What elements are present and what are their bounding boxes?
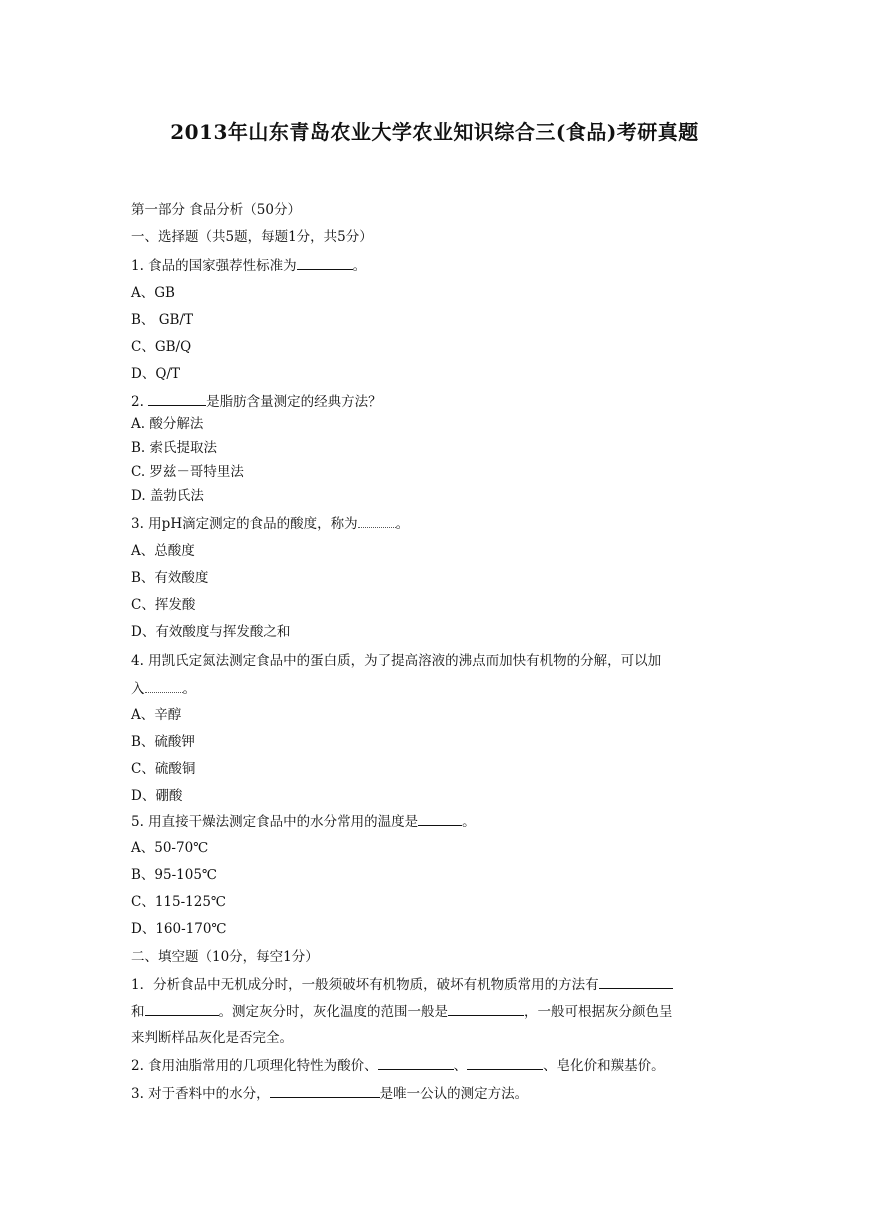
section-heading-fill: 二、填空题（10分，每空1分）	[131, 949, 319, 965]
question-2	[131, 392, 382, 411]
option: C、115-125℃	[131, 894, 227, 910]
fill-text: 。测定灰分时，灰化温度的范围一般是	[218, 1004, 448, 1020]
question-1	[131, 256, 366, 275]
part-heading: 第一部分 食品分析（50分）	[131, 202, 301, 218]
option: A、总酸度	[131, 543, 195, 559]
question-number: 2.	[131, 394, 149, 410]
question-text: 1. 食品的国家强荐性标准为	[131, 258, 297, 274]
fill-1-cont2: 来判断样品灰化是否完全。	[131, 1030, 293, 1046]
answer-blank	[145, 1002, 219, 1016]
option: C. 罗兹－哥特里法	[131, 464, 244, 480]
option: C、挥发酸	[131, 597, 196, 613]
fill-text: 是唯一公认的测定方法。	[379, 1086, 529, 1102]
option: B、硫酸钾	[131, 734, 195, 750]
option: B、有效酸度	[131, 570, 209, 586]
fill-text: 1．分析食品中无机成分时，一般须破坏有机物质，破坏有机物质常用的方法有	[131, 977, 599, 993]
question-4: 4. 用凯氏定氮法测定食品中的蛋白质，为了提高溶液的沸点而加快有机物的分解，可以加	[131, 653, 662, 669]
option: A. 酸分解法	[131, 416, 204, 432]
question-4-cont	[131, 679, 196, 698]
page-title: 2013年山东青岛农业大学农业知识综合三(食品)考研真题	[170, 120, 699, 144]
option: A、辛醇	[131, 707, 182, 723]
option: A、50-70℃	[131, 840, 209, 856]
fill-text: 和	[131, 1004, 145, 1020]
answer-blank	[148, 392, 206, 406]
section-heading-choice: 一、选择题（共5题，每题1分，共5分）	[131, 229, 373, 245]
fill-text: 2. 食用油脂常用的几项理化特性为酸价、	[131, 1058, 378, 1074]
option: B、95-105℃	[131, 867, 218, 883]
question-end: 。	[182, 681, 196, 697]
question-5	[131, 812, 476, 831]
answer-blank	[378, 1056, 454, 1070]
option: A、GB	[131, 285, 175, 301]
option: B、 GB/T	[131, 312, 193, 328]
option: D、有效酸度与挥发酸之和	[131, 624, 291, 640]
question-text: 是脂肪含量测定的经典方法？	[206, 394, 382, 410]
answer-blank	[448, 1002, 524, 1016]
option: C、GB/Q	[131, 339, 192, 355]
fill-3	[131, 1084, 528, 1103]
question-3	[131, 514, 409, 533]
option: D、Q/T	[131, 366, 180, 382]
question-end: 。	[395, 516, 410, 532]
option: D、160-170℃	[131, 921, 227, 937]
option: D. 盖勃氏法	[131, 488, 204, 504]
answer-blank	[358, 514, 396, 528]
fill-2	[131, 1056, 665, 1075]
fill-text: 3. 对于香料中的水分，	[131, 1086, 270, 1102]
fill-1	[131, 975, 673, 994]
answer-blank	[270, 1084, 380, 1098]
question-end: 。	[462, 814, 476, 830]
question-end: 。	[352, 258, 367, 274]
question-text: 5. 用直接干燥法测定食品中的水分常用的温度是	[131, 814, 419, 830]
option: D、硼酸	[131, 788, 183, 804]
question-text: 入	[131, 681, 145, 697]
option: B. 索氏提取法	[131, 440, 218, 456]
answer-blank	[467, 1056, 543, 1070]
answer-blank	[599, 975, 673, 989]
question-text: 3. 用pH滴定测定的食品的酸度，称为	[131, 516, 358, 532]
option: C、硫酸铜	[131, 761, 196, 777]
fill-separator: 、	[453, 1058, 468, 1074]
fill-1-cont	[131, 1002, 673, 1021]
fill-text: ，一般可根据灰分颜色呈	[524, 1004, 673, 1020]
answer-blank	[145, 679, 183, 693]
answer-blank	[418, 812, 462, 826]
answer-blank	[297, 256, 353, 270]
fill-text: 、皂化价和羰基价。	[543, 1058, 665, 1074]
